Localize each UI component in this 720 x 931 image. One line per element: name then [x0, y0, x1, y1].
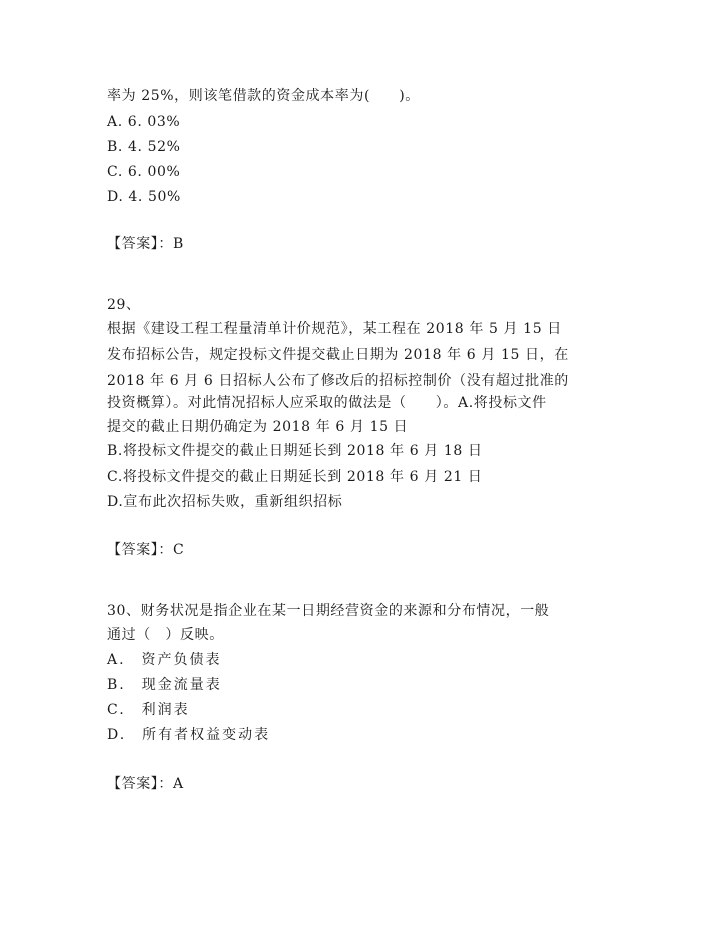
q29-stem-line-1: 根据《建设工程工程量清单计价规范》，某工程在 2018 年 5 月 15 日 [107, 321, 562, 337]
q29-option-c: C.将投标文件提交的截止日期延长到 2018 年 6 月 21 日 [107, 469, 483, 485]
q28-option-b: B. 4. 52% [107, 139, 181, 155]
q30-answer: 【答案】：A [107, 776, 184, 792]
q29-stem-line-3: 2018 年 6 月 6 日招标人公布了修改后的招标控制价（没有超过批准的 [107, 373, 569, 389]
q30-option-c: C. 利润表 [107, 702, 190, 718]
q30-option-a: A. 资产负债表 [107, 652, 222, 668]
q28-option-d: D. 4. 50% [107, 189, 181, 205]
q28-stem-tail: 率为 25%，则该笔借款的资金成本率为( )。 [107, 88, 420, 104]
q29-stem-line-5: 提交的截止日期仍确定为 2018 年 6 月 15 日 [107, 419, 409, 435]
q28-option-c: C. 6. 00% [107, 164, 181, 180]
q30-option-d: D. 所有者权益变动表 [107, 727, 271, 743]
q30-stem-line-2: 通过（ ）反映。 [107, 627, 224, 643]
q28-option-a: A. 6. 03% [107, 114, 181, 130]
q29-stem-line-2: 发布招标公告，规定投标文件提交截止日期为 2018 年 6 月 15 日，在 [107, 347, 569, 363]
q29-option-d: D.宣布此次招标失败，重新组织招标 [107, 494, 343, 510]
q29-option-b: B.将投标文件提交的截止日期延长到 2018 年 6 月 18 日 [107, 443, 483, 459]
q28-answer: 【答案】：B [107, 236, 184, 252]
q29-answer: 【答案】：C [107, 542, 185, 558]
q29-number: 29、 [107, 297, 141, 313]
q30-stem-line-1: 30、财务状况是指企业在某一日期经营资金的来源和分布情况，一般 [107, 603, 550, 619]
q30-option-b: B. 现金流量表 [107, 677, 222, 693]
q29-stem-line-4: 投资概算）。对此情况招标人应采取的做法是（ ）。A.将投标文件 [107, 395, 547, 411]
